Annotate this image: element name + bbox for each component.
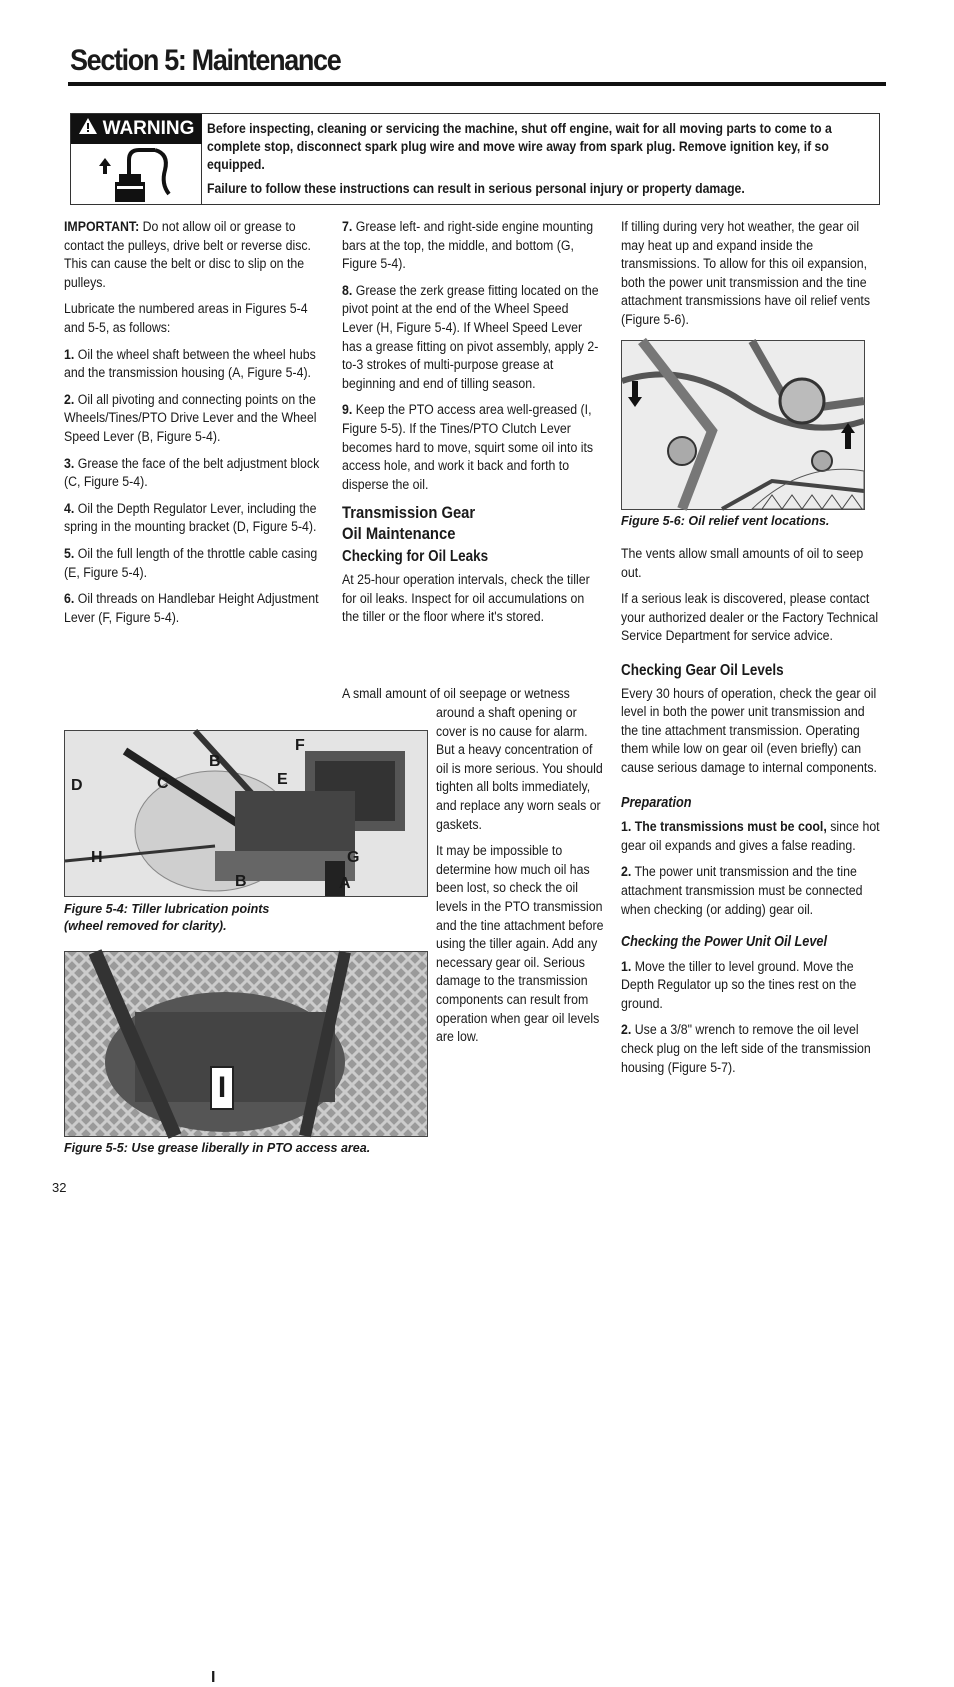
list-item: 2. Oil all pivoting and connecting points on the Wheels/Tines/PTO Drive Lever and the Wheel Speed Lever (B, Figure 5-4). xyxy=(64,391,317,445)
figure-label: B xyxy=(235,873,247,890)
figure-label: H xyxy=(91,849,103,866)
figure-label: G xyxy=(347,849,360,866)
power-unit-heading: Checking the Power Unit Oil Level xyxy=(621,934,828,951)
list-item: 1. Oil the wheel shaft between the wheel hubs and the transmission housing (A, Figure 5-4). xyxy=(64,346,316,382)
intro-text: Lubricate the numbered areas in Figures 5-4 and 5-5, as follows: xyxy=(64,301,308,336)
column-3-lower xyxy=(621,545,884,1085)
seepage-para-cont: around a shaft opening or cover is no cause for alarm. But a heavy concentration of oil is more serious. You should tighten all bolts immediately, and replace any worn seals or gaskets. xyxy=(436,705,603,833)
prep-item-2: 2. The power unit transmission and the tine attachment transmission must be connected when checking (or adding) gear oil. xyxy=(621,864,863,918)
figure-label: E xyxy=(277,771,288,788)
prep-item-1: 1. The transmissions must be cool, since hot gear oil expands and gives a false reading. xyxy=(621,819,880,854)
figure-5-5-label: I xyxy=(217,1071,227,1104)
list-item: 8. Grease the zerk grease fitting located on the pivot point at the end of the Wheel Speed Lever (H, Figure 5-4). If Wheel Speed Lever has a grease fitting on pivot assembly, apply 2-to-3 strokes of multi-purpose grease at beginning and end of tilling season. xyxy=(342,282,599,392)
column-1 xyxy=(64,218,325,635)
warning-text-1: Before inspecting, cleaning or servicing the machine, shut off engine, wait for all moving parts to come to a complete stop, disconnect spark plug wire and move wire away from spark plug. Remove ignition key, if so equipped. xyxy=(207,121,832,172)
list-item: 9. Keep the PTO access area well-greased (I, Figure 5-5). If the Tines/PTO Clutch Lever becomes hard to move, squirt some oil into its access hole, and work it back and forth to disperse the oil. xyxy=(342,402,594,493)
figure-5-6-caption: Figure 5-6: Oil relief vent locations. xyxy=(621,514,830,528)
oil-leak-para: At 25-hour operation intervals, check the tiller for oil leaks. Inspect for oil accumulations on the tiller or the floor where it's stored. xyxy=(342,571,590,626)
warning-triangle-icon xyxy=(79,118,97,140)
figure-label: F xyxy=(295,737,305,754)
figure-label: A xyxy=(339,875,351,892)
figure-label: D xyxy=(71,777,83,794)
leak-para: If a serious leak is discovered, please contact your authorized dealer or the Factory Technical Service Department for service advice. xyxy=(621,591,879,645)
page-title: Section 5: Maintenance xyxy=(70,44,341,77)
list-item: 7. Grease left- and right-side engine mounting bars at the top, the middle, and bottom (G, Figure 5-4). xyxy=(342,219,594,273)
figure-5-5-caption: Figure 5-5: Use grease liberally in PTO access area. xyxy=(64,1141,371,1155)
figure-5-4-caption: Figure 5-4: Tiller lubrication points (wheel removed for clarity). xyxy=(64,902,270,933)
column-2 xyxy=(342,218,600,635)
title-rule xyxy=(68,82,886,86)
warning-header xyxy=(71,114,202,144)
check-item-1: 1. Move the tiller to level ground. Move the Depth Regulator up so the tines rest on the ground. xyxy=(621,958,857,1012)
warning-text xyxy=(207,120,875,204)
figure-5-5-label-badge xyxy=(210,1066,234,1110)
gear-oil-para: Every 30 hours of operation, check the gear oil level in both the power unit transmission and the tine attachment transmission. Operating them while low on gear oil (even briefly) can cause serious damage to internal components. xyxy=(621,685,877,776)
warning-box xyxy=(70,113,880,205)
warning-text-2: Failure to follow these instructions can result in serious personal injury or property damage. xyxy=(207,181,745,196)
vents-para: The vents allow small amounts of oil to seep out. xyxy=(621,546,864,581)
figure-label: I xyxy=(211,1669,216,1686)
section-heading: Transmission Gear Oil Maintenance xyxy=(342,503,476,544)
figure-5-6-image xyxy=(621,340,865,510)
figure-label: C xyxy=(157,775,169,792)
gear-oil-heading: Checking Gear Oil Levels xyxy=(621,661,784,679)
column-3 xyxy=(621,218,884,338)
list-item: 5. Oil the full length of the throttle cable casing (E, Figure 5-4). xyxy=(64,545,318,581)
oil-loss-para: It may be impossible to determine how much oil has been lost, so check the oil levels in the PTO transmission and the tine attachment before using the tiller again. Add any necessary gear oil. Serious damage to the transmission components can result from operation when gear oil levels are low. xyxy=(436,843,604,1046)
seepage-para-start: A small amount of oil seepage or wetness xyxy=(342,686,570,702)
page-number: 32 xyxy=(52,1180,67,1195)
list-item: 3. Grease the face of the belt adjustment block (C, Figure 5-4). xyxy=(64,455,320,491)
warning-label: WARNING xyxy=(102,118,195,139)
spark-plug-icon xyxy=(71,144,202,204)
important-note: IMPORTANT: Do not allow oil or grease to contact the pulleys, drive belt or reverse disc. This can cause the belt or disc to slip on the pulleys. xyxy=(64,219,311,291)
wrap-column xyxy=(436,704,606,1055)
hot-weather-para: If tilling during very hot weather, the gear oil may heat up and expand inside the transmissions. To allow for this oil expansion, both the power unit transmission and the tine attachment transmissions have oil relief vents (Figure 5-6). xyxy=(621,219,871,328)
list-item: 6. Oil threads on Handlebar Height Adjustment Lever (F, Figure 5-4). xyxy=(64,591,319,626)
figure-5-4-image xyxy=(64,730,428,897)
preparation-heading: Preparation xyxy=(621,794,692,811)
subsection-heading: Checking for Oil Leaks xyxy=(342,548,489,566)
figure-label: B xyxy=(209,753,221,770)
check-item-2: 2. Use a 3/8" wrench to remove the oil level check plug on the left side of the transmission housing (Figure 5-7). xyxy=(621,1022,871,1076)
list-item: 4. Oil the Depth Regulator Lever, including the spring in the mounting bracket (D, Figure 5-4). xyxy=(64,500,317,536)
